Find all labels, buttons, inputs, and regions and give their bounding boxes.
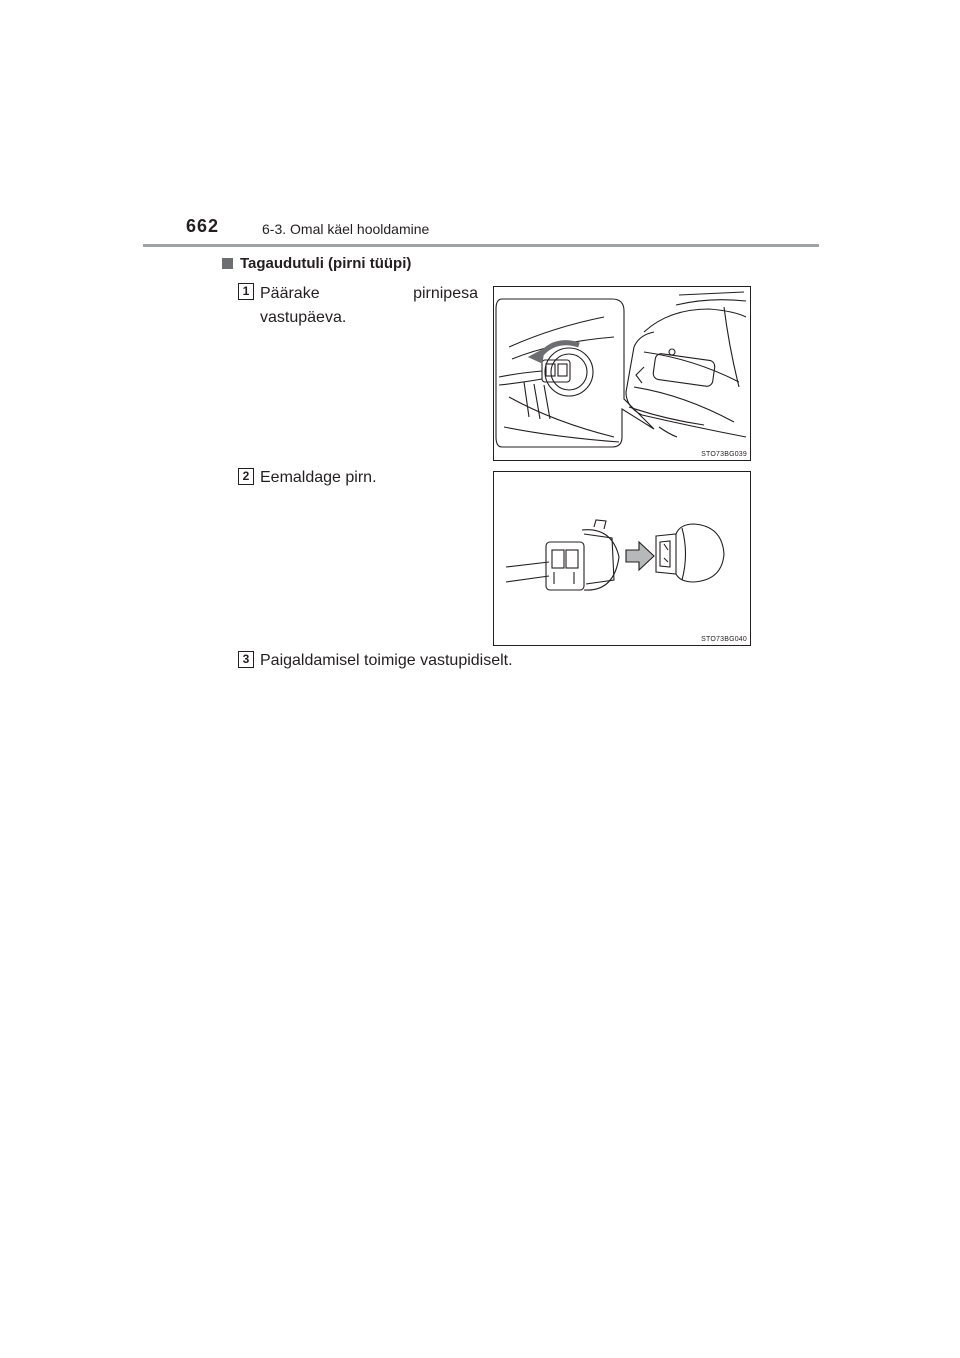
step-3-badge: 3 (238, 651, 254, 668)
step-1-text (260, 282, 478, 330)
subsection-heading (222, 255, 411, 272)
rear-lamp-socket-illustration (494, 287, 750, 460)
subsection-heading-text: Tagaudutuli (pirni tüüpi) (240, 255, 412, 272)
step-1-text-word-2: pirnipesa (413, 285, 478, 302)
figure-remove-bulb (493, 471, 751, 646)
section-title: 6-3. Omal käel hooldamine (262, 221, 430, 237)
figure-1-code: STO73BG039 (701, 451, 747, 458)
square-bullet-icon (222, 258, 233, 269)
header-rule (143, 244, 819, 247)
page-number: 662 (186, 216, 220, 236)
figure-2-code: STO73BG040 (701, 636, 747, 643)
step-1-badge: 1 (238, 283, 254, 300)
figure-rear-lamp-socket (493, 286, 751, 461)
step-1-text-word-1: Päärake (260, 285, 320, 302)
remove-bulb-illustration (494, 472, 750, 645)
step-2-badge: 2 (238, 468, 254, 485)
step-3-text: Paigaldamisel toimige vastupidiselt. (260, 652, 513, 669)
step-1-text-line-2: vastupäeva. (260, 309, 347, 326)
step-2-text: Eemaldage pirn. (260, 469, 377, 486)
